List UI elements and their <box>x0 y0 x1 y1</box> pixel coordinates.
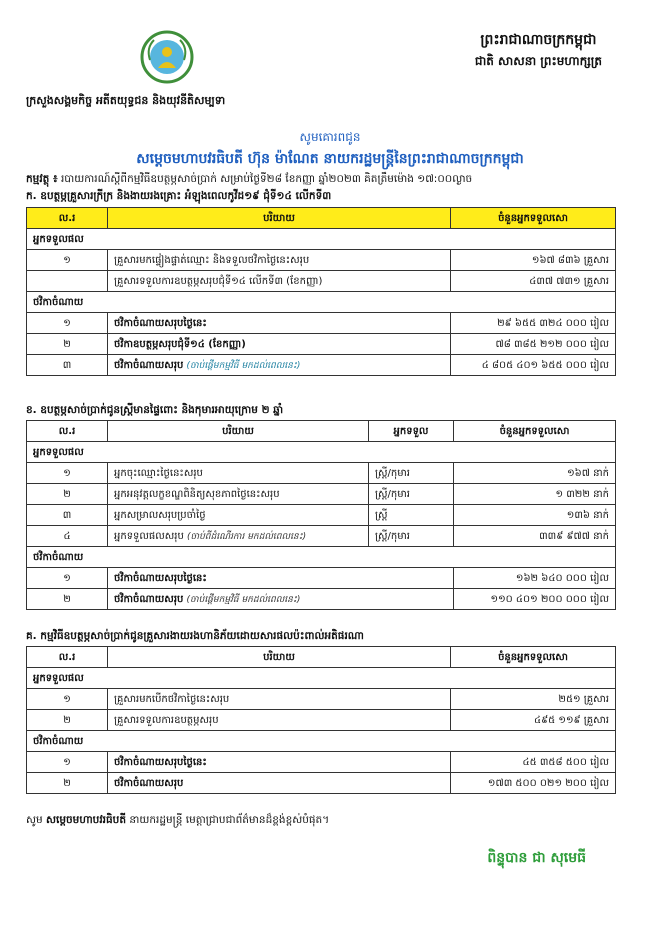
group-label: ថវិកាចំណាយ <box>27 731 616 752</box>
subject-line <box>26 173 646 188</box>
subject-label: កម្មវត្ថុ ៖ <box>26 173 58 185</box>
closing-line <box>26 814 329 829</box>
col-no: ល.រ <box>27 208 108 229</box>
row-desc-text: គ្រួសារមកបើកថវិកាថ្ងៃនេះសរុប <box>114 693 230 705</box>
col-recipient: អ្នកទទួល <box>369 421 454 442</box>
row-value: ១៦២ ៦៤០ ០០០ រៀល <box>454 568 616 589</box>
table-header-row <box>27 421 616 442</box>
row-value: ១ ៣២២ នាក់ <box>454 484 616 505</box>
row-desc <box>108 271 451 292</box>
row-desc-text: អ្នកសម្រាលសរុបប្រចាំថ្ងៃ <box>114 509 206 521</box>
row-no: ២ <box>27 334 108 355</box>
row-desc <box>108 313 451 334</box>
table-row <box>27 463 616 484</box>
col-count: ចំនួនអ្នកទទួលសោ <box>454 421 616 442</box>
group-label: អ្នកទទួលផល <box>27 229 616 250</box>
ministry-logo <box>140 30 194 84</box>
row-value: ៤៥ ៣៥៨ ៥០០ រៀល <box>451 752 616 773</box>
group-label: អ្នកទទួលផល <box>27 442 616 463</box>
row-no: ៤ <box>27 526 108 547</box>
col-desc: បរិយាយ <box>108 421 369 442</box>
row-desc-text: ថវិកាចំណាយសរុប <box>114 593 184 605</box>
row-desc <box>108 484 369 505</box>
table-row <box>27 689 616 710</box>
row-value: ១១០ ៤០១ ២០០ ០០០ រៀល <box>454 589 616 610</box>
row-desc <box>108 505 369 526</box>
row-desc <box>108 589 454 610</box>
row-no: ២ <box>27 710 108 731</box>
table-row <box>27 526 616 547</box>
row-no: ១ <box>27 313 108 334</box>
recipient-block <box>0 126 660 170</box>
table-row <box>27 250 616 271</box>
row-desc-text: អ្នកចុះឈ្មោះថ្ងៃនេះសរុប <box>114 467 203 479</box>
table-row <box>27 334 616 355</box>
col-desc: បរិយាយ <box>108 647 451 668</box>
row-recipient: ស្ត្រី/កុមារ <box>369 484 454 505</box>
kingdom-title: ព្រះរាជាណាចក្រកម្ពុជា <box>480 32 597 48</box>
row-value: ៤៣៧ ៧៣១ គ្រួសារ <box>451 271 616 292</box>
ministry-name: ក្រសួងសង្គមកិច្ច អតីតយុទ្ធជន និងយុវនីតិសម្បទា <box>26 94 226 107</box>
row-desc <box>108 710 451 731</box>
table-row <box>27 589 616 610</box>
closing-bold: សម្ដេចមហាបវរធិបតី <box>46 814 126 826</box>
row-value: ១៦៧ នាក់ <box>454 463 616 484</box>
row-value: ១៧៣ ៥០០ ០២១ ២០០ រៀល <box>451 773 616 794</box>
row-desc-text: គ្រួសារទទួលការឧបត្ថម្ភសរុប <box>114 714 219 726</box>
kingdom-header <box>475 30 602 72</box>
row-note: (ចាប់ផ្ដើមកម្មវិធី មកដល់ពេលនេះ) <box>186 360 301 371</box>
col-no: ល.រ <box>27 421 108 442</box>
row-desc <box>108 463 369 484</box>
group-row <box>27 292 616 313</box>
row-no: ១ <box>27 752 108 773</box>
table-row <box>27 568 616 589</box>
group-row <box>27 229 616 250</box>
table-row <box>27 355 616 376</box>
row-value: ១៦៧ ៨៣៦ គ្រួសារ <box>451 250 616 271</box>
row-desc <box>108 752 451 773</box>
row-desc-text: ថវិកាចំណាយសរុប <box>114 777 184 789</box>
national-motto: ជាតិ សាសនា ព្រះមហាក្សត្រ <box>474 54 602 68</box>
row-desc <box>108 689 451 710</box>
row-value: ៣៣៩ ៩៧៧ នាក់ <box>454 526 616 547</box>
group-label: ថវិកាចំណាយ <box>27 547 616 568</box>
closing-prefix: សូម <box>26 814 43 826</box>
row-recipient: ស្ត្រី/កុមារ <box>369 463 454 484</box>
group-row <box>27 547 616 568</box>
row-desc-text: ថវិកាចំណាយសរុបថ្ងៃនេះ <box>114 756 207 768</box>
row-no: ៣ <box>27 355 108 376</box>
row-recipient: ស្ត្រី <box>369 505 454 526</box>
row-no: ១ <box>27 463 108 484</box>
table-row <box>27 773 616 794</box>
row-no: ៣ <box>27 505 108 526</box>
row-desc <box>108 773 451 794</box>
section-a-title: ក. ឧបត្ថម្ភគ្រួសារក្រីក្រ និងងាយរងគ្រោះ អំឡុងពេលកូវីដ១៩ ជុំទី១៤ លើកទី៣ <box>26 190 332 202</box>
row-no: ២ <box>27 773 108 794</box>
table-header-row <box>27 208 616 229</box>
row-no: ១ <box>27 689 108 710</box>
table-row <box>27 505 616 526</box>
recipient-name: សម្ដេចមហាបវរធិបតី ហ៊ុន ម៉ាណែត នាយករដ្ឋមន្ត្រីនៃព្រះរាជាណាចក្រកម្ពុជា <box>136 151 524 167</box>
row-desc <box>108 355 451 376</box>
row-no: ១ <box>27 568 108 589</box>
table-header-row <box>27 647 616 668</box>
row-desc-text: គ្រួសារមកផ្ទៀងផ្ទាត់ឈ្មោះ និងទទួលថវិកាថ្ងៃនេះសរុប <box>114 254 310 266</box>
row-desc <box>108 526 369 547</box>
row-recipient: ស្ត្រី/កុមារ <box>369 526 454 547</box>
row-value: ២៩ ៦៥៥ ៣២៤ ០០០ រៀល <box>451 313 616 334</box>
row-value: ៧៨ ៣៨៥ ២១២ ០០០ រៀល <box>451 334 616 355</box>
row-no: ២ <box>27 589 108 610</box>
row-note: (ចាប់ពីដំណើរការ មកដល់ពេលនេះ) <box>187 531 307 542</box>
group-row <box>27 668 616 689</box>
table-row <box>27 271 616 292</box>
recipient-salutation: សូមគោរពជូន <box>299 130 361 144</box>
section-b-table <box>26 420 616 610</box>
group-row <box>27 731 616 752</box>
row-desc-text: ថវិកាចំណាយសរុបថ្ងៃនេះ <box>114 572 207 584</box>
table-row <box>27 710 616 731</box>
row-desc-text: អ្នកអនុវត្តលក្ខខណ្ឌពិនិត្យសុខភាពថ្ងៃនេះសរុប <box>114 488 280 500</box>
row-desc-text: ថវិកាចំណាយសរុប <box>114 359 184 371</box>
section-c-table <box>26 646 616 794</box>
row-desc-text: ថវិកាចំណាយសរុបថ្ងៃនេះ <box>114 317 207 329</box>
table-row <box>27 484 616 505</box>
col-count: ចំនួនអ្នកទទួលសោ <box>451 208 616 229</box>
group-label: អ្នកទទួលផល <box>27 668 616 689</box>
signature: ពិន្ទុបាន ជា សុមេធី <box>487 850 586 866</box>
row-value: ១៣៦ នាក់ <box>454 505 616 526</box>
col-no: ល.រ <box>27 647 108 668</box>
row-desc <box>108 568 454 589</box>
section-c-title: គ. កម្មវិធីឧបត្ថម្ភសាច់ប្រាក់ជូនគ្រួសារងាយរងហានិភ័យដោយសារផលប៉ះពាល់អតិផរណា <box>26 630 364 642</box>
row-note: (ចាប់ផ្ដើមកម្មវិធី មកដល់ពេលនេះ) <box>186 594 301 605</box>
table-row <box>27 313 616 334</box>
row-no: ១ <box>27 250 108 271</box>
section-a-table <box>26 207 616 376</box>
table-row <box>27 752 616 773</box>
row-value: ២៥១ គ្រួសារ <box>451 689 616 710</box>
subject-text: របាយការណ៍ស្ដីពីកម្មវិធីឧបត្ថម្ភសាច់ប្រាក់ សម្រាប់ថ្ងៃទី២៨ ខែកញ្ញា ឆ្នាំ២០២៣ គិតត្រឹមម៉ោង ១៧:០០ល្ងាច <box>60 173 473 185</box>
row-value: ៤៩៥ ១១៩ គ្រួសារ <box>451 710 616 731</box>
row-desc-text: គ្រួសារទទួលការឧបត្ថម្ភសរុបជុំទី១៤ លើកទី៣ (ខែកញ្ញា) <box>114 275 323 287</box>
group-label: ថវិកាចំណាយ <box>27 292 616 313</box>
row-value: ៤ ៨០៥ ៤០១ ៦៥៥ ០០០ រៀល <box>451 355 616 376</box>
row-desc <box>108 250 451 271</box>
group-row <box>27 442 616 463</box>
row-no <box>27 271 108 292</box>
row-no: ២ <box>27 484 108 505</box>
closing-rest: នាយករដ្ឋមន្ត្រី មេត្តាជ្រាបជាព័ត៌មានដ៏ខ្ពង់ខ្ពស់បំផុត។ <box>129 814 330 826</box>
row-desc-text: អ្នកទទួលផលសរុប <box>114 530 184 542</box>
col-count: ចំនួនអ្នកទទួលសោ <box>451 647 616 668</box>
row-desc <box>108 334 451 355</box>
col-desc: បរិយាយ <box>108 208 451 229</box>
row-desc-text: ថវិកាឧបត្ថម្ភសរុបជុំទី១៤ (ខែកញ្ញា) <box>114 338 246 350</box>
section-b-title: ខ. ឧបត្ថម្ភសាច់ប្រាក់ជូនស្ត្រីមានផ្ទៃពោះ និងកុមារអាយុក្រោម ២ ឆ្នាំ <box>26 404 284 416</box>
